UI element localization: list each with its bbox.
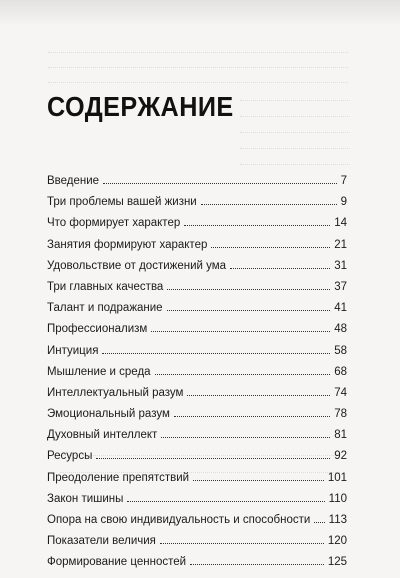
toc-entry[interactable] [47, 535, 347, 556]
toc-entry-page-number: 37 [334, 280, 347, 293]
toc-entry[interactable] [47, 429, 347, 450]
toc-entry-page-number: 101 [327, 471, 347, 484]
toc-entry[interactable] [47, 556, 347, 577]
toc-entry-title: Мышление и среда [47, 365, 151, 378]
dot-leader [193, 480, 324, 481]
toc-entry-title: Что формирует характер [47, 217, 181, 230]
toc-entry-page-number: 92 [334, 450, 347, 463]
toc-entry-page-number: 31 [334, 259, 347, 272]
toc-entry[interactable] [47, 472, 347, 493]
toc-entry[interactable] [47, 323, 347, 344]
toc-entry-title: Профессионализм [47, 323, 148, 336]
toc-entry[interactable] [47, 281, 347, 302]
toc-entry[interactable] [47, 450, 347, 471]
dot-leader [190, 564, 324, 565]
toc-entry-title: Эмоциональный разум [47, 408, 170, 421]
ghost-line [240, 116, 350, 118]
toc-entry-page-number: 78 [334, 408, 347, 421]
dot-leader [102, 353, 330, 354]
toc-entry[interactable] [47, 387, 347, 408]
dot-leader [127, 501, 324, 502]
toc-entry-page-number: 125 [327, 556, 347, 569]
toc-entry-page-number: 110 [328, 492, 347, 505]
toc-entry-title: Закон тишины [47, 492, 124, 505]
table-of-contents [47, 175, 347, 578]
toc-entry[interactable] [47, 514, 347, 535]
toc-entry-title: Три проблемы вашей жизни [47, 196, 197, 209]
page-top-shadow [0, 0, 400, 26]
toc-entry-page-number: 14 [334, 217, 347, 230]
toc-entry[interactable] [47, 302, 347, 323]
toc-entry-title: Интуиция [47, 344, 99, 357]
dot-leader [103, 183, 337, 184]
ghost-line [240, 148, 350, 150]
toc-entry-title: Интеллектуальный разум [47, 386, 184, 399]
toc-entry-page-number: 48 [334, 323, 347, 336]
toc-entry-page-number: 21 [334, 238, 347, 251]
dot-leader [155, 374, 331, 375]
toc-entry[interactable] [47, 217, 347, 238]
dot-leader [201, 204, 337, 205]
toc-entry-page-number: 81 [334, 429, 347, 442]
toc-entry[interactable] [47, 175, 347, 196]
toc-entry-page-number: 41 [334, 302, 347, 315]
toc-entry-title: Три главных качества [47, 280, 164, 293]
dot-leader [151, 331, 330, 332]
dot-leader [167, 289, 330, 290]
dot-leader [230, 268, 330, 269]
toc-entry-title: Показатели величия [47, 535, 156, 548]
toc-entry-page-number: 68 [334, 365, 347, 378]
dot-leader [167, 310, 331, 311]
dot-leader [314, 522, 324, 523]
ghost-line [240, 164, 350, 166]
ghost-line [48, 52, 348, 54]
toc-entry-title: Занятия формируют характер [47, 238, 208, 251]
toc-entry-page-number: 120 [327, 535, 347, 548]
dot-leader [174, 416, 330, 417]
ghost-line [48, 67, 348, 69]
toc-entry[interactable] [47, 345, 347, 366]
toc-entry-page-number: 74 [334, 386, 347, 399]
toc-entry-title: Духовный интеллект [47, 429, 158, 442]
toc-entry-title: Преодоление препятствий [47, 471, 190, 484]
dot-leader [161, 437, 330, 438]
ghost-line [48, 82, 348, 84]
toc-entry-title: Формирование ценностей [47, 556, 187, 569]
toc-entry-title: Талант и подражание [47, 302, 163, 315]
toc-entry-page-number: 9 [340, 196, 347, 209]
toc-entry-page-number: 7 [340, 175, 347, 187]
dot-leader [211, 247, 330, 248]
toc-entry-page-number: 58 [334, 344, 347, 357]
dot-leader [96, 458, 330, 459]
toc-entry-page-number: 113 [328, 514, 347, 526]
toc-entry[interactable] [47, 196, 347, 217]
dot-leader [187, 395, 330, 396]
dot-leader [160, 543, 324, 544]
toc-entry[interactable] [47, 260, 347, 281]
toc-entry[interactable] [47, 239, 347, 260]
toc-entry[interactable] [47, 408, 347, 429]
ghost-line [240, 100, 350, 102]
toc-entry-title: Удовольствие от достижений ума [47, 259, 227, 272]
ghost-line [240, 132, 350, 134]
page-title: СОДЕРЖАНИЕ [47, 91, 234, 122]
dot-leader [184, 225, 330, 226]
toc-entry[interactable] [47, 493, 347, 514]
toc-entry-title: Опора на свою индивидуальность и способности [47, 514, 311, 526]
toc-entry[interactable] [47, 366, 347, 387]
toc-entry-title: Введение [47, 175, 100, 187]
toc-entry-title: Ресурсы [47, 450, 93, 463]
